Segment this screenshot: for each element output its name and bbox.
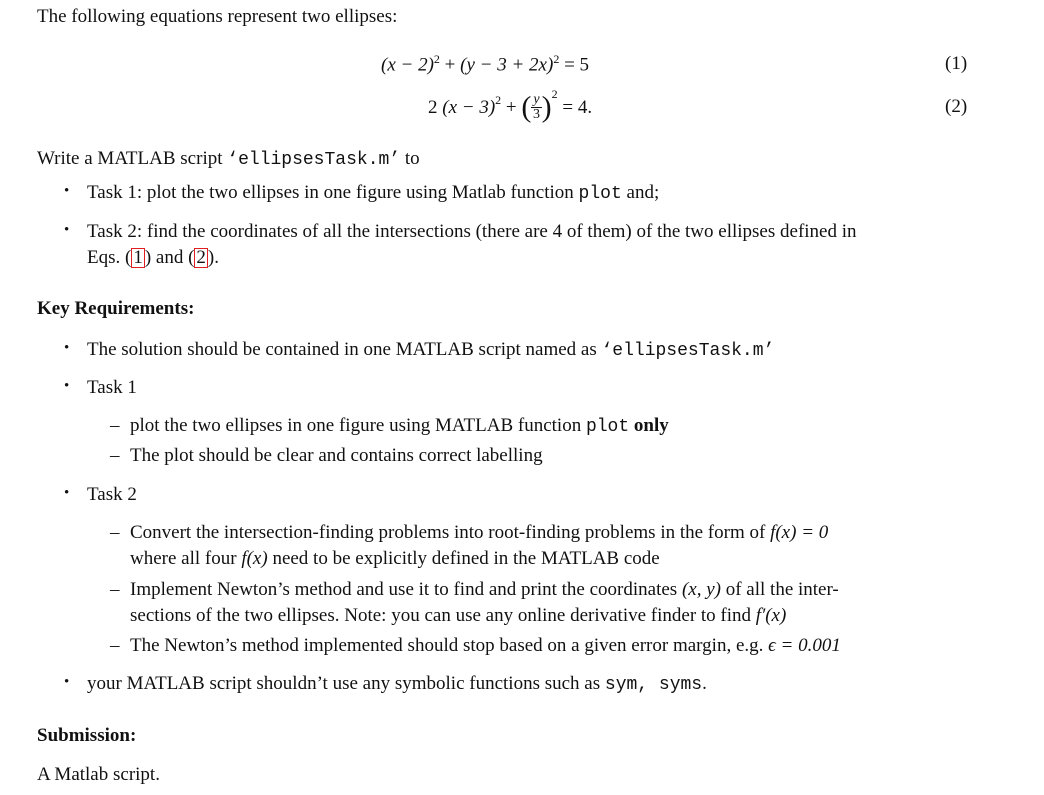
req-task2-sub2-line2-a: sections of the two ellipses. Note: you can use any online derivative finder to find — [130, 605, 756, 626]
write-line-prefix: Write a MATLAB script — [37, 148, 228, 169]
req-task2-sub1-line1 — [130, 520, 828, 546]
eq1-plus: + — [444, 54, 456, 76]
task1-text: Task 1: plot the two ellipses in one figure using Matlab function — [87, 182, 579, 203]
req1-code: ‘ellipsesTask.m’ — [601, 341, 775, 361]
req-task2-sub2-line2-math: f′(x) — [755, 605, 787, 626]
eq2-exp2: 2 — [551, 87, 558, 101]
req-task1-sub1-bold: only — [633, 415, 669, 436]
req-task2-sub1-math: f(x) = 0 — [770, 522, 829, 543]
req-task2-sub2-math: (x, y) — [681, 579, 721, 600]
eq1-exp1: 2 — [433, 52, 440, 66]
req-task2-sub3-math: ϵ = 0.001 — [768, 635, 841, 656]
req-task2-sub3 — [130, 633, 841, 659]
eq2-coef: 2 — [428, 96, 438, 118]
task1-suffix: and; — [621, 182, 660, 203]
dash-icon: – — [110, 579, 120, 600]
req-task1-sub2: The plot should be clear and contains correct labelling — [130, 445, 543, 466]
eq1-part1: (x − 2) — [381, 54, 434, 76]
dash-icon: – — [110, 415, 120, 436]
bullet-icon: • — [64, 378, 70, 394]
req-last-code: sym, syms — [604, 675, 703, 695]
req-task2-sub1-line2 — [130, 546, 660, 572]
dash-icon: – — [110, 635, 120, 656]
eq2-fraction — [531, 93, 541, 122]
req-task2-sub1-line2-b: need to be explicitly defined in the MATLAB code — [267, 548, 660, 569]
eq2-close-paren: ) — [541, 90, 552, 124]
req-last-text: your MATLAB script shouldn’t use any symbolic functions such as — [87, 673, 605, 694]
eq2-frac-num: y — [533, 92, 540, 108]
eq2-number: (2) — [945, 96, 968, 117]
req-task2-sub3-text: The Newton’s method implemented should stop based on a given error margin, e.g. — [130, 635, 769, 656]
req1-text: The solution should be contained in one MATLAB script named as — [87, 339, 602, 360]
key-requirements-heading: Key Requirements: — [37, 298, 195, 319]
req-task2-sub2-line1 — [130, 577, 839, 603]
bullet-icon: • — [64, 183, 70, 199]
task2-line2 — [87, 245, 219, 271]
task2-eqs-prefix: Eqs. ( — [87, 247, 132, 268]
eq2-open-paren: ( — [521, 90, 532, 124]
eq-ref-2-link[interactable]: 2 — [196, 247, 206, 268]
task2-end: ). — [207, 247, 219, 268]
task1-code: plot — [578, 184, 622, 204]
req-task2-label: Task 2 — [87, 484, 137, 505]
dash-icon: – — [110, 522, 120, 543]
req-last-end: . — [702, 673, 707, 694]
bullet-icon: • — [64, 674, 70, 690]
task1-line — [87, 180, 659, 206]
eq1-rhs: = 5 — [564, 54, 590, 76]
eq1-exp2: 2 — [553, 52, 560, 66]
task2-line1: Task 2: find the coordinates of all the intersections (there are 4 of them) of the two ellipses defined in — [87, 221, 857, 242]
eq2-rhs: = 4. — [562, 96, 593, 118]
bullet-icon: • — [64, 485, 70, 501]
req-task1-sub1 — [130, 413, 669, 439]
req-task2-sub2-line2 — [130, 603, 786, 629]
req-task2-sub1-line2-math: f(x) — [241, 548, 268, 569]
bullet-icon: • — [64, 340, 70, 356]
req-task1-label: Task 1 — [87, 377, 137, 398]
req-task2-sub1-text: Convert the intersection-finding problems into root-finding problems in the form of — [130, 522, 771, 543]
req-task1-sub1-text: plot the two ellipses in one figure using MATLAB function — [130, 415, 586, 436]
requirement-single-script — [87, 337, 774, 363]
write-line-suffix: to — [400, 148, 420, 169]
write-line — [37, 146, 420, 172]
req-task2-sub2-text: Implement Newton’s method and use it to find and print the coordinates — [130, 579, 682, 600]
equation-1 — [381, 51, 589, 78]
intro-text: The following equations represent two ellipses: — [37, 6, 398, 27]
bullet-icon: • — [64, 222, 70, 238]
eq2-exp1: 2 — [495, 93, 502, 107]
script-name: ‘ellipsesTask.m’ — [227, 150, 401, 170]
eq2-part1: (x − 3) — [442, 96, 496, 118]
req-task2-sub2-text-b: of all the inter- — [720, 579, 839, 600]
submission-heading: Submission: — [37, 725, 137, 746]
dash-icon: – — [110, 445, 120, 466]
req-task1-sub1-code: plot — [585, 417, 630, 437]
submission-text: A Matlab script. — [37, 764, 160, 785]
req-task2-sub1-line2-a: where all four — [130, 548, 242, 569]
requirement-no-symbolic — [87, 671, 707, 697]
eq1-number: (1) — [945, 53, 968, 74]
eq-ref-1-link[interactable]: 1 — [133, 247, 143, 268]
task2-and: ) and ( — [144, 247, 195, 268]
eq2-frac-den: 3 — [533, 107, 540, 123]
eq1-part2: (y − 3 + 2x) — [460, 54, 554, 76]
eq2-plus: + — [505, 96, 517, 118]
equation-2 — [428, 86, 592, 124]
